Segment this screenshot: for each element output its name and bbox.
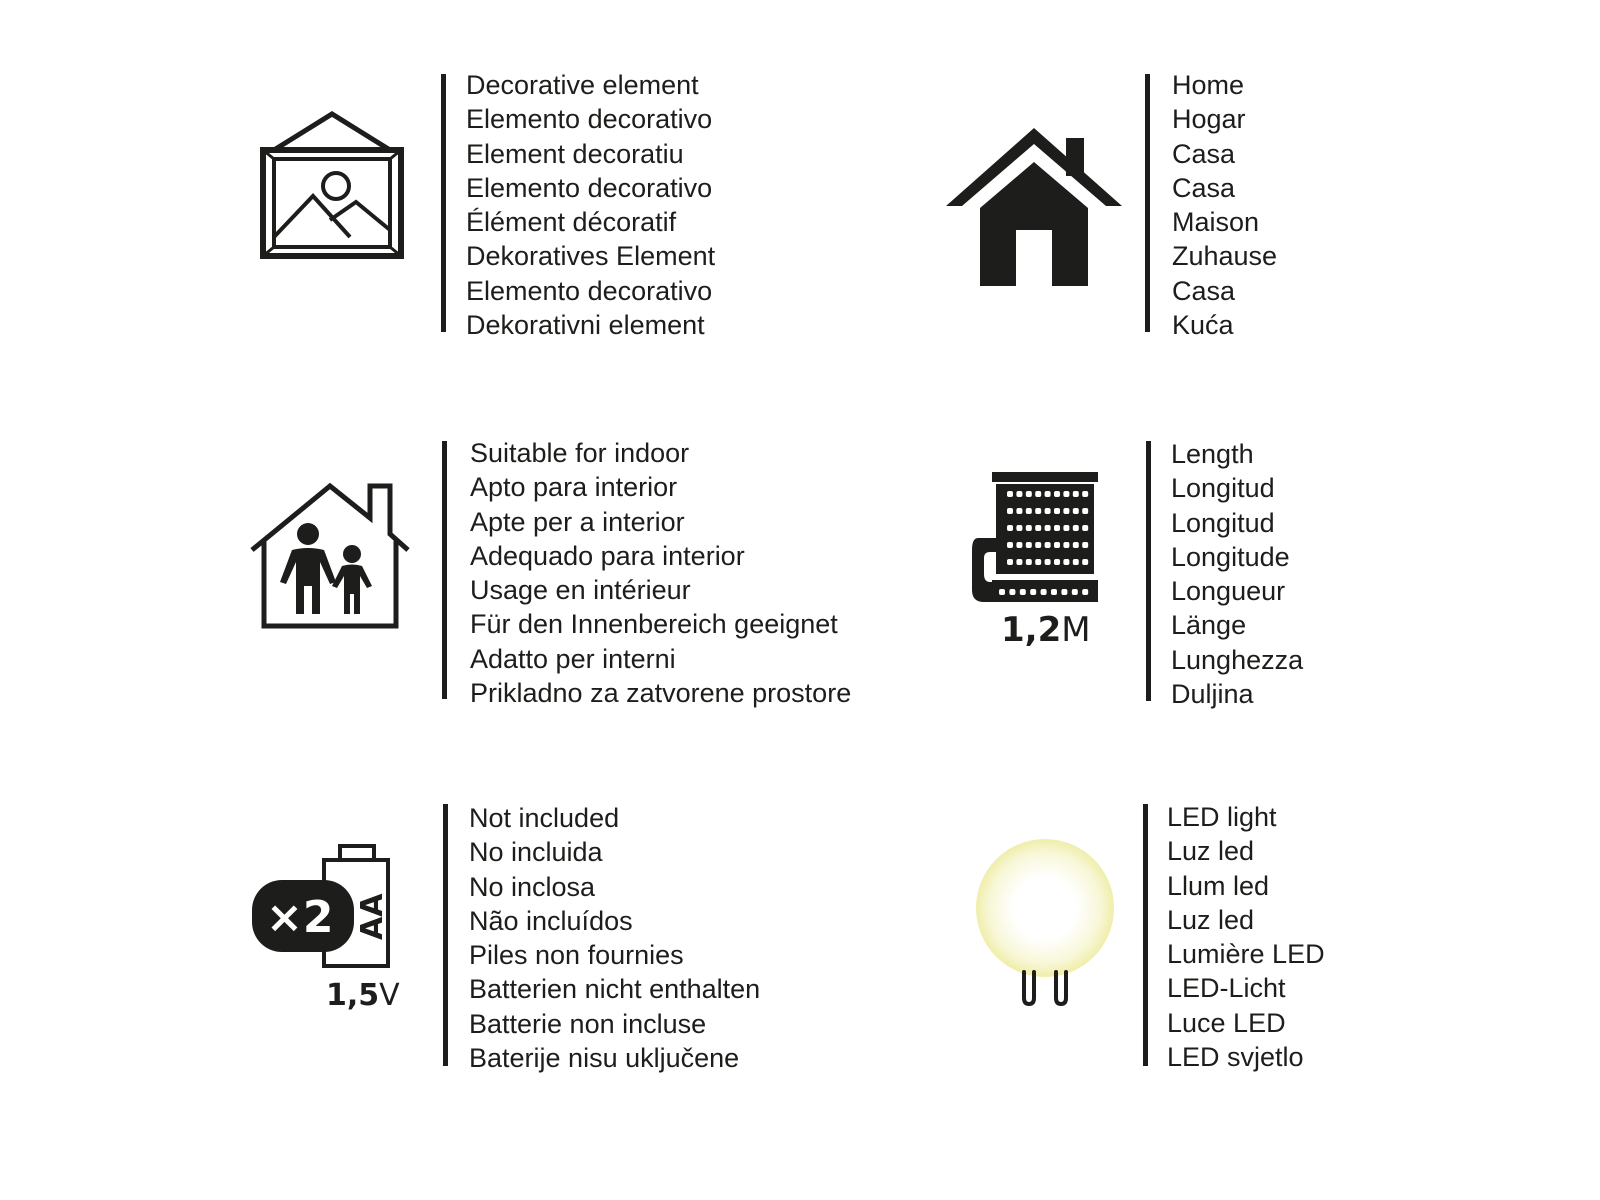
- translation-de: LED-Licht: [1167, 973, 1286, 1004]
- translation-ca: Llum led: [1167, 870, 1270, 901]
- led-dot: [1035, 491, 1041, 497]
- led-dot: [1073, 542, 1079, 548]
- led-dot: [1045, 525, 1051, 531]
- translation-de: Länge: [1171, 610, 1247, 641]
- translation-es: Elemento decorativo: [466, 104, 713, 135]
- led-dot: [1082, 491, 1088, 497]
- translation-fr: Usage en intérieur: [470, 575, 691, 606]
- led-dot: [1073, 559, 1079, 565]
- battery-multiplier: ×2: [266, 892, 334, 943]
- led-dot: [1073, 491, 1079, 497]
- house-icon: [946, 128, 1122, 286]
- led-dot: [1063, 491, 1069, 497]
- translation-pt: Casa: [1172, 172, 1236, 203]
- led-dot: [1045, 559, 1051, 565]
- translation-de: Dekoratives Element: [466, 241, 716, 272]
- led-dot: [1072, 589, 1078, 595]
- voltage-number: 1,5: [326, 978, 380, 1013]
- led-dot: [1026, 542, 1032, 548]
- translation-pt: Longitude: [1171, 541, 1290, 572]
- led-dot: [1020, 589, 1026, 595]
- led-dot: [1073, 508, 1079, 514]
- led-dot: [1026, 508, 1032, 514]
- led-dot: [1082, 559, 1088, 565]
- translation-fr: Piles non fournies: [469, 940, 684, 971]
- led-dot: [1026, 559, 1032, 565]
- translation-hr: Dekorativni element: [466, 310, 705, 341]
- translation-list: [466, 68, 715, 342]
- framed-picture-icon: [258, 110, 406, 260]
- translation-list: [470, 436, 851, 710]
- led-dot: [1016, 491, 1022, 497]
- led-dot: [1054, 525, 1060, 531]
- translation-it: Adatto per interni: [470, 643, 676, 674]
- led-dot: [1063, 525, 1069, 531]
- translation-ca: No inclosa: [469, 871, 596, 902]
- translation-list: [1172, 68, 1277, 342]
- led-dot: [1007, 508, 1013, 514]
- led-dot: [1051, 589, 1057, 595]
- translation-fr: Maison: [1172, 207, 1260, 238]
- translation-pt: Não incluídos: [469, 905, 633, 936]
- length-unit: M: [1061, 610, 1091, 650]
- translation-list: [1171, 437, 1303, 711]
- translation-es: Luz led: [1167, 836, 1255, 867]
- translation-ca: Element decoratiu: [466, 138, 684, 169]
- led-dot: [1082, 525, 1088, 531]
- led-dot: [1054, 559, 1060, 565]
- translation-hr: LED svjetlo: [1167, 1042, 1304, 1073]
- translation-it: Luce LED: [1167, 1007, 1286, 1038]
- led-dot: [1073, 525, 1079, 531]
- led-dot: [1007, 491, 1013, 497]
- translation-de: Batterien nicht enthalten: [469, 974, 761, 1005]
- translation-es: Longitud: [1171, 473, 1275, 504]
- voltage-unit: V: [379, 978, 400, 1013]
- led-dot: [1035, 542, 1041, 548]
- led-dot: [1045, 491, 1051, 497]
- translation-de: Zuhause: [1172, 241, 1278, 272]
- translation-it: Elemento decorativo: [466, 275, 713, 306]
- led-dot: [1016, 559, 1022, 565]
- translation-fr: Élément décoratif: [466, 207, 677, 238]
- translation-it: Batterie non incluse: [469, 1008, 707, 1039]
- translation-es: Apto para interior: [470, 472, 678, 503]
- led-dot: [1082, 542, 1088, 548]
- translation-en: Length: [1171, 439, 1254, 469]
- translation-en: Home: [1172, 70, 1245, 100]
- led-dot: [1061, 589, 1067, 595]
- translation-hr: Duljina: [1171, 679, 1254, 710]
- translation-pt: Luz led: [1167, 904, 1255, 935]
- led-dot: [1054, 542, 1060, 548]
- led-dot: [1035, 559, 1041, 565]
- led-strip-reel-icon: [972, 472, 1104, 606]
- led-dot: [1016, 508, 1022, 514]
- length-value: [1001, 610, 1091, 650]
- translation-ca: Apte per a interior: [470, 506, 685, 537]
- battery-type-label: AA: [355, 893, 390, 940]
- led-dot: [1054, 508, 1060, 514]
- divider-bar: [1146, 441, 1151, 701]
- translation-hr: Kuća: [1172, 310, 1234, 341]
- translation-list: [469, 801, 760, 1075]
- led-dot: [1035, 525, 1041, 531]
- led-dot: [1026, 525, 1032, 531]
- led-dot: [1063, 559, 1069, 565]
- divider-bar: [1143, 804, 1148, 1066]
- led-dot: [1082, 508, 1088, 514]
- translation-de: Für den Innenbereich geeignet: [470, 609, 838, 640]
- led-dot: [1030, 589, 1036, 595]
- length-number: 1,2: [1001, 610, 1062, 650]
- translation-pt: Adequado para interior: [470, 540, 745, 571]
- led-dot: [1041, 589, 1047, 595]
- led-dot: [1007, 542, 1013, 548]
- translation-en: Decorative element: [466, 70, 699, 100]
- translation-ca: Casa: [1172, 138, 1236, 169]
- divider-bar: [441, 74, 446, 332]
- translation-it: Casa: [1172, 275, 1236, 306]
- led-dot: [1063, 542, 1069, 548]
- translation-en: Suitable for indoor: [470, 438, 690, 468]
- family-house-icon: [248, 482, 412, 630]
- divider-bar: [443, 804, 448, 1066]
- translation-pt: Elemento decorativo: [466, 172, 713, 203]
- translation-es: No incluida: [469, 837, 603, 868]
- aa-battery-icon: [252, 844, 392, 970]
- led-dot: [1007, 559, 1013, 565]
- led-dot: [1063, 508, 1069, 514]
- led-dot: [1016, 525, 1022, 531]
- divider-bar: [1145, 74, 1150, 332]
- translation-en: Not included: [469, 803, 620, 833]
- translation-hr: Baterije nisu uključene: [469, 1043, 740, 1074]
- led-dot: [1009, 589, 1015, 595]
- led-dot: [1016, 542, 1022, 548]
- voltage-value: [326, 978, 400, 1013]
- led-dot: [1026, 491, 1032, 497]
- translation-fr: Lumière LED: [1167, 939, 1325, 970]
- led-dot: [1045, 542, 1051, 548]
- led-bulb-icon: [972, 838, 1118, 1012]
- led-dot: [1082, 589, 1088, 595]
- led-dot: [1035, 508, 1041, 514]
- translation-es: Hogar: [1172, 104, 1246, 135]
- led-dot: [1045, 508, 1051, 514]
- led-dot: [1054, 491, 1060, 497]
- translation-hr: Prikladno za zatvorene prostore: [470, 678, 852, 709]
- led-dot: [1007, 525, 1013, 531]
- translation-fr: Longueur: [1171, 576, 1286, 607]
- translation-en: LED light: [1167, 802, 1277, 832]
- led-dot: [999, 589, 1005, 595]
- translation-it: Lunghezza: [1171, 644, 1304, 675]
- divider-bar: [442, 441, 447, 699]
- translation-list: [1167, 800, 1325, 1074]
- translation-ca: Longitud: [1171, 507, 1275, 538]
